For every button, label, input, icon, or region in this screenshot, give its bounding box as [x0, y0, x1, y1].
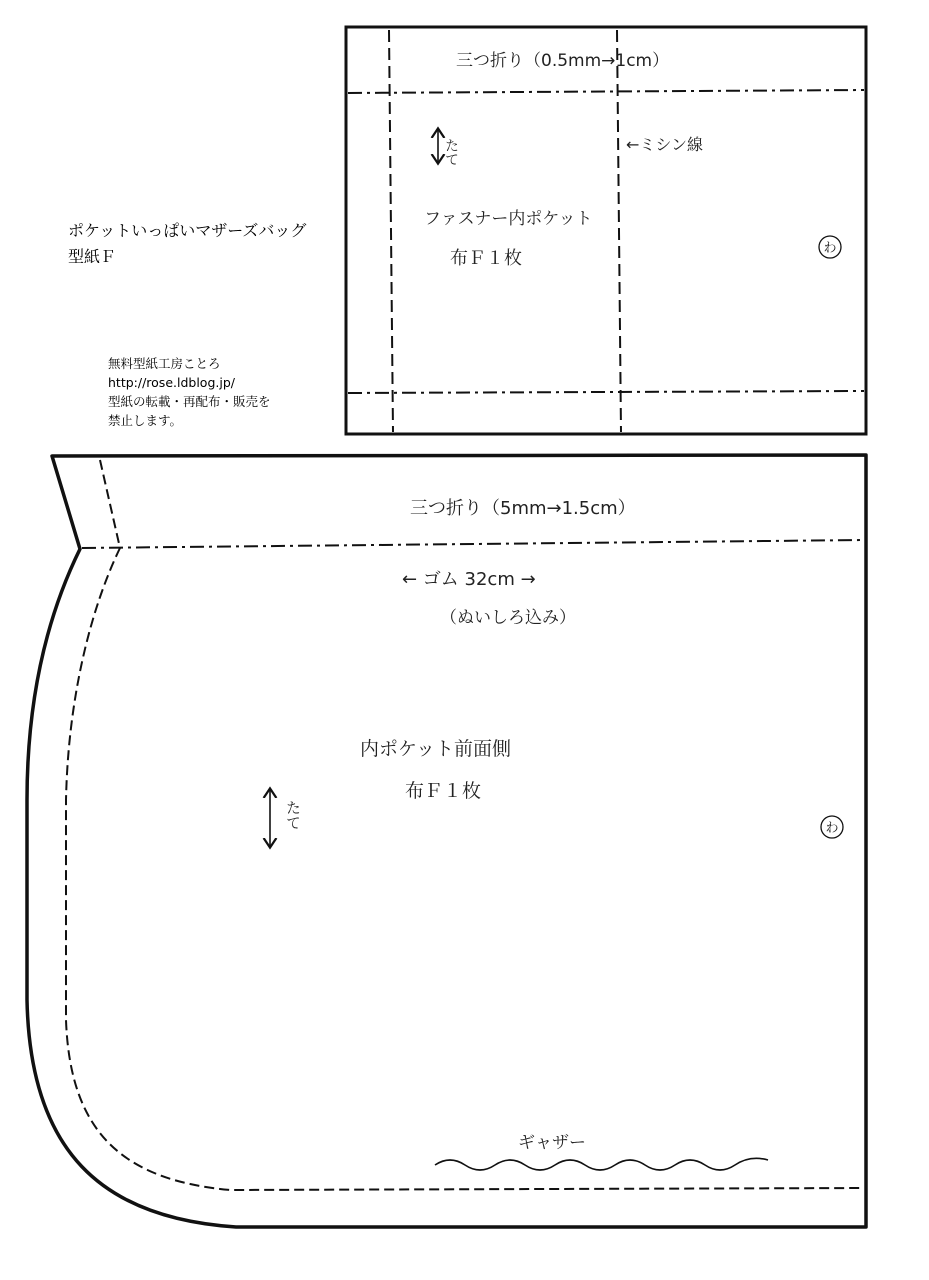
credit-block	[108, 354, 271, 430]
zipper-piece-name: ファスナー内ポケット	[424, 209, 593, 229]
notice-line-2: 禁止します。	[108, 413, 183, 428]
pattern-title-block	[68, 218, 306, 270]
elastic-note: （ぬいしろ込み）	[440, 608, 576, 628]
pattern-subtitle: 型紙Ｆ	[68, 247, 117, 266]
front-fold-mark: わ	[825, 821, 839, 836]
zipper-cut-info: 布Ｆ１枚	[450, 248, 522, 269]
front-piece-name: 内ポケット前面側	[360, 738, 512, 760]
gather-label: ギャザー	[518, 1133, 586, 1153]
front-pocket-fold-label: 三つ折り（5mm→1.5cm）	[410, 498, 636, 519]
front-cut-info: 布Ｆ１枚	[405, 780, 482, 802]
zipper-pocket-seam-left	[389, 30, 393, 432]
notice-line-1: 型紙の転載・再配布・販売を	[108, 394, 271, 409]
zipper-pocket-fold-line-top	[348, 90, 864, 93]
zipper-pocket-sewing-line	[617, 30, 621, 432]
front-pocket-fold-line	[82, 540, 864, 548]
zipper-grain-label: たて	[443, 138, 459, 166]
studio-url: http://rose.ldblog.jp/	[108, 375, 235, 390]
front-grain-label: たて	[284, 800, 302, 830]
zipper-pocket-outline	[346, 27, 866, 434]
zipper-pocket-fold-label: 三つ折り（0.5mm→1cm）	[456, 51, 670, 71]
zipper-sewing-line-label: ←ミシン線	[626, 135, 704, 154]
studio-name: 無料型紙工房ことろ	[108, 356, 221, 371]
elastic-label: ← ゴム 32cm →	[402, 569, 536, 590]
zipper-pocket-fold-line-bottom	[348, 391, 864, 393]
pattern-title: ポケットいっぱいマザーズバッグ	[68, 221, 307, 240]
zipper-fold-mark: わ	[823, 241, 837, 256]
gather-wave	[435, 1158, 768, 1170]
